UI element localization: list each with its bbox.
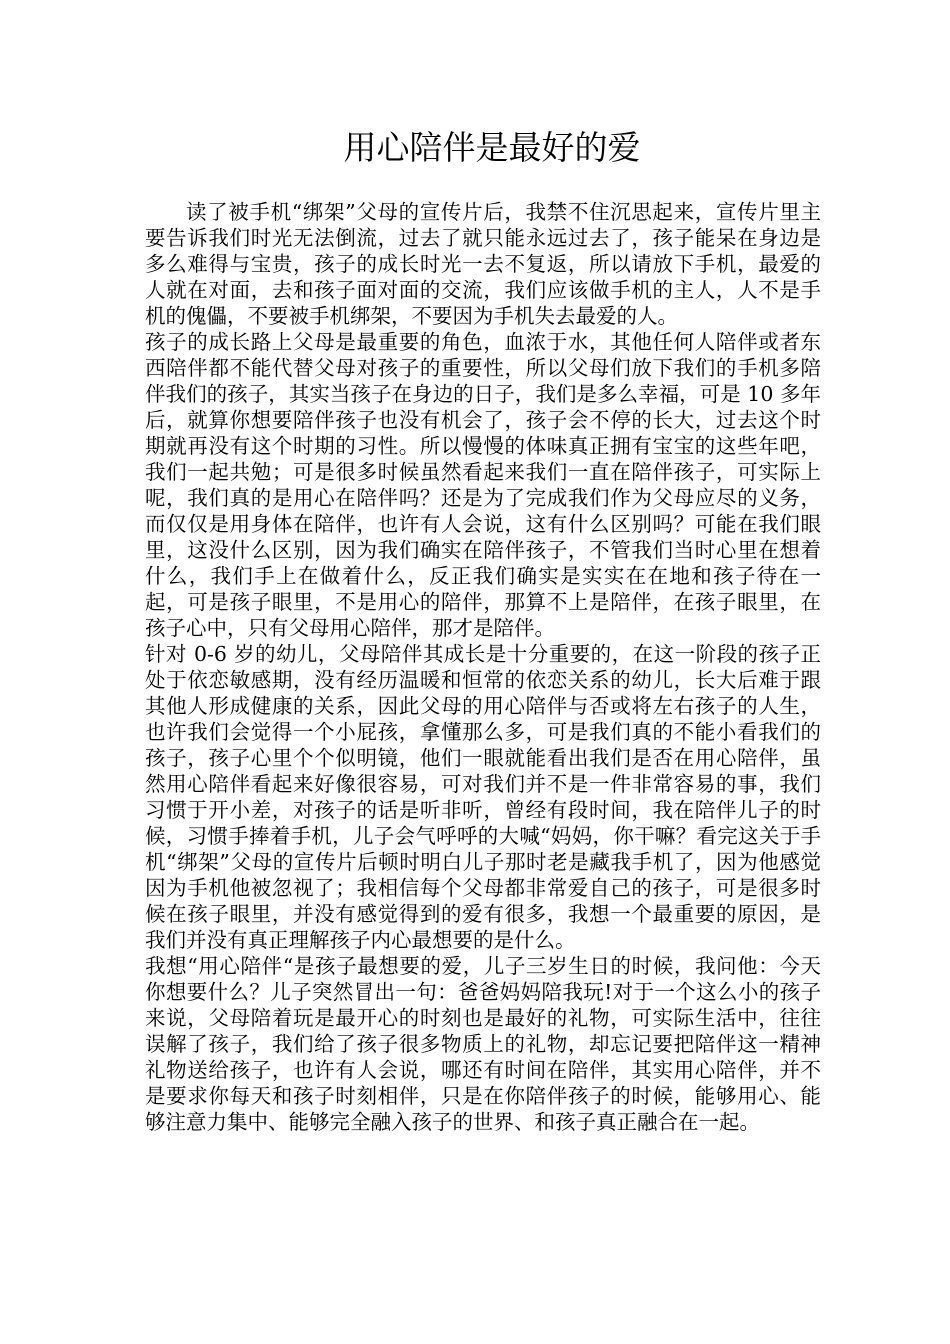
paragraph: 针对 0-6 岁的幼儿，父母陪伴其成长是十分重要的，在这一阶段的孩子正处于依恋敏感期，没有经历温暖和恒常的依恋关系的幼儿，长大后难于跟其他人形成健康的关系，因此父母的用心陪伴与否或将左右孩子的人生，也许我们会觉得一个小屁孩，拿懂那么多，可是我们真的不能小看我们的孩子，孩子心里个个似明镜，他们一眼就能看出我们是否在用心陪伴，虽然用心陪伴看起来好像很容易，可对我们并不是一件非常容易的事，我们习惯于开小差，对孩子的话是听非听，曾经有段时间，我在陪伴儿子的时候，习惯手捧着手机，儿子会气呼呼的大喊“妈妈，你干嘛？看完这关于手机“绑架”父母的宣传片后顿时明白儿子那时老是藏我手机了，因为他感觉因为手机他被忽视了；我相信每个父母都非常爱自己的孩子，可是很多时候在孩子眼里，并没有感觉得到的爱有很多，我想一个最重要的原因，是我们并没有真正理解孩子内心最想要的是什么。 [145, 642, 821, 952]
document-body [145, 199, 821, 1135]
paragraph: 读了被手机“绑架”父母的宣传片后，我禁不住沉思起来，宣传片里主要告诉我们时光无法倒流，过去了就只能永远过去了，孩子能呆在身边是多么难得与宝贵，孩子的成长时光一去不复返，所以请放下手机，最爱的人就在对面，去和孩子面对面的交流，我们应该做手机的主人，人不是手机的傀儡，不要被手机绑架，不要因为手机失去最爱的人。 [145, 200, 821, 328]
paragraph: 我想“用心陪伴“是孩子最想要的爱，儿子三岁生日的时候，我问他：今天你想要什么？儿子突然冒出一句：爸爸妈妈陪我玩!对于一个这么小的孩子来说，父母陪着玩是最开心的时刻也是最好的礼物，可实际生活中，往往误解了孩子，我们给了孩子很多物质上的礼物，却忘记要把陪伴这一精神礼物送给孩子，也许有人会说，哪还有时间在陪伴，其实用心陪伴，并不是要求你每天和孩子时刻相伴，只是在你陪伴孩子的时候，能够用心、能够注意力集中、能够完全融入孩子的世界、和孩子真正融合在一起。 [145, 954, 821, 1134]
document-title: 用心陪伴是最好的爱 [343, 128, 641, 167]
paragraph: 孩子的成长路上父母是最重要的角色，血浓于水，其他任何人陪伴或者东西陪伴都不能代替父母对孩子的重要性，所以父母们放下我们的手机多陪伴我们的孩子，其实当孩子在身边的日子，我们是多么幸福，可是 10 多年后，就算你想要陪伴孩子也没有机会了，孩子会不停的长大，过去这个时期就再没有这个时期的习性。所以慢慢的体味真正拥有宝宝的这些年吧，我们一起共勉；可是很多时候虽然看起来我们一直在陪伴孩子，可实际上呢，我们真的是用心在陪伴吗？还是为了完成我们作为父母应尽的义务，而仅仅是用身体在陪伴，也许有人会说，这有什么区别吗？可能在我们眼里，这没什么区别，因为我们确实在陪伴孩子，不管我们当时心里在想着什么，我们手上在做着什么，反正我们确实是实实在在地和孩子待在一起，可是孩子眼里，不是用心的陪伴，那算不上是陪伴，在孩子眼里，在孩子心中，只有父母用心陪伴，那才是陪伴。 [145, 330, 821, 640]
